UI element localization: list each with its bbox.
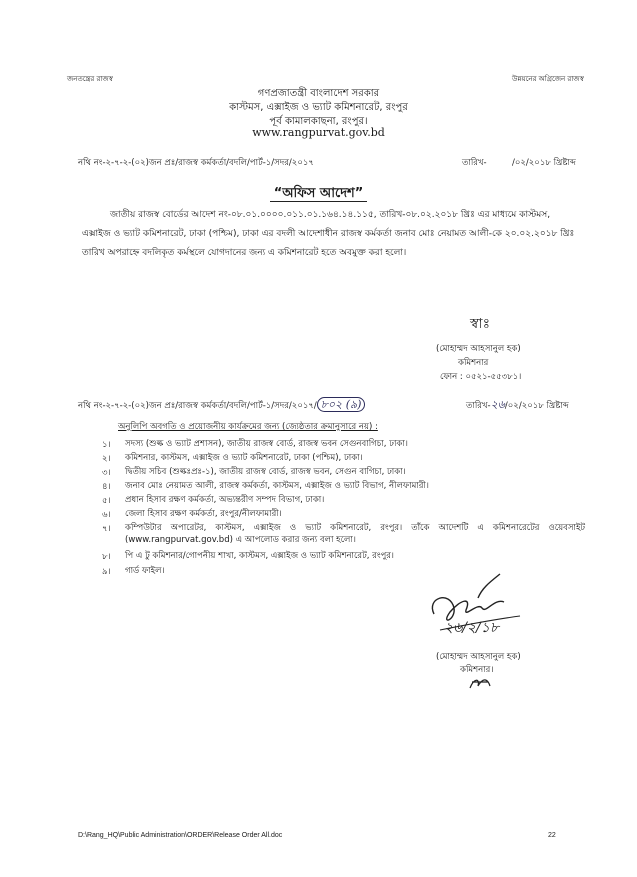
order-body	[82, 206, 582, 263]
list-item: কম্পিউটার অপারেটর, কাস্টমস, এক্সাইজ ও ভ্যাট কমিশনারেট, রংপুর। তাঁকে আদেশটি এ কমিশনারেটের ওয়েবসাইট (www.rangpurvat.gov.bd) এ আপলোড করার জন্য বলা হলো।	[125, 523, 585, 545]
list-item: দ্বিতীয় সচিব (শুল্কঃপ্রঃ-১), জাতীয় রাজস্ব বোর্ড, রাজস্ব ভবন, সেগুন বাগিচা, ঢাকা।	[125, 467, 406, 477]
list-item: প্রধান হিসাব রক্ষণ কর্মকর্তা, অভ্যন্তরীণ সম্পদ বিভাগ, ঢাকা।	[125, 495, 325, 505]
order-body-line: এক্সাইজ ও ভ্যাট কমিশনারেট, ঢাকা (পশ্চিম), ঢাকা এর বদলী আদেশাধীন রাজস্ব কর্মকর্তা জনাব মোঃ নেয়ামত আলী-কে ২০.০২.২০১৮ খ্রিঃ	[82, 229, 575, 239]
page-title-text: “অফিস আদেশ”	[270, 186, 368, 202]
initial-mark-icon	[466, 674, 494, 692]
signatory2-designation: কমিশনার।	[460, 665, 494, 675]
list-item-number: ৮।	[102, 552, 111, 562]
list-item-number: ২।	[102, 454, 111, 464]
memo2-date	[466, 396, 569, 415]
list-item: জেলা হিসাব রক্ষণ কর্মকর্তা, রংপুর/নীলফামারী।	[125, 509, 282, 519]
page-title	[0, 184, 637, 205]
signature-date: ২৬/২/১৮	[444, 620, 499, 636]
signature-initial: স্বাঃ	[470, 316, 491, 332]
signatory-name: (মোহাম্মদ আহসানুল হক)	[436, 344, 521, 354]
top-right-slogan: উন্নয়নের অগ্রিজেন রাজস্ব	[512, 75, 584, 83]
footer-file-path: D:\Rang_HQ\Public Administration\ORDER\Release Order All.doc	[78, 832, 283, 839]
header-office: কাস্টমস, এক্সাইজ ও ভ্যাট কমিশনারেট, রংপুর	[229, 102, 408, 113]
signatory-designation: কমিশনার	[458, 358, 489, 368]
header-government: গণপ্রজাতন্ত্রী বাংলাদেশ সরকার	[257, 88, 380, 99]
memo-date-label: তারিখ-	[462, 158, 487, 168]
list-item-number: ৬।	[102, 510, 111, 520]
list-item: পি এ টু কমিশনার/গোপনীয় শাখা, কাস্টমস, এক্সাইজ ও ভ্যাট কমিশনারেট, রংপুর।	[125, 551, 394, 561]
list-item: কমিশনার, কাস্টমস, এক্সাইজ ও ভ্যাট কমিশনারেট, ঢাকা (পশ্চিম), ঢাকা।	[125, 453, 363, 463]
order-body-line: তারিখ অপরাহ্নে বদলিকৃত কর্মস্থলে যোগদানের জন্য এ কমিশনারেট হতে অবমুক্ত করা হলো।	[82, 248, 407, 258]
signatory-phone: ফোন : ০৫২১-৫৫৩৮১।	[440, 372, 522, 382]
memo-date: /০২/২০১৮ খ্রিষ্টাব্দ	[512, 158, 576, 168]
memo-number: নথি নং-২-৭-২-(০২)জন প্রঃ/রাজস্ব কর্মকর্তা/বদলি/পার্ট-১/সদর/২০১৭	[78, 158, 314, 168]
list-item: জনাব মোঃ নেয়ামত আলী, রাজস্ব কর্মকর্তা, কাস্টমস, এক্সাইজ ও ভ্যাট বিভাগ, নীলফামারী।	[125, 481, 429, 491]
memo2-handwritten-day: ২৬	[490, 398, 505, 411]
list-item-number: ৫।	[102, 496, 111, 506]
header-address: পূর্ব কামালকাছনা, রংপুর।	[269, 116, 368, 127]
memo2-date-label: তারিখ-	[466, 401, 491, 411]
list-item-number: ৩।	[102, 468, 111, 478]
order-body-line: জাতীয় রাজস্ব বোর্ডের আদেশ নং-০৮.০১.০০০০.০১১.০১.১৬৪.১৪.১১৫, তারিখ-০৮.০২.২০১৮ খ্রিঃ এর মাধ্যমে কাস্টমস,	[110, 210, 551, 220]
list-item-number: ৪।	[102, 482, 111, 492]
list-item: গার্ড ফাইল।	[125, 566, 165, 576]
page-number: 22	[548, 832, 556, 839]
list-item-number: ১।	[102, 440, 111, 450]
memo2-number-text: নথি নং-২-৭-২-(০২)জন প্রঃ/রাজস্ব কর্মকর্তা/বদলি/পার্ট-১/সদর/২০১৭/	[78, 401, 317, 411]
signatory2-name: (মোহাম্মদ আহসানুল হক)	[436, 652, 521, 662]
memo2-number	[78, 396, 365, 415]
memo2-date-rest: /০২/২০১৮ খ্রিষ্টাব্দ	[504, 401, 569, 411]
list-item: সদস্য (শুল্ক ও ভ্যাট প্রশাসন), জাতীয় রাজস্ব বোর্ড, রাজস্ব ভবন সেগুনবাগিচা, ঢাকা।	[125, 439, 408, 449]
list-item-number: ৯।	[102, 567, 111, 577]
header-website: www.rangpurvat.gov.bd	[252, 126, 385, 139]
list-item-number: ৭।	[102, 524, 111, 534]
memo2-handwritten-number: ৮০২ (৯)	[317, 397, 366, 412]
top-left-slogan: জনতন্ত্রের রাজস্ব	[67, 75, 113, 83]
copy-heading: অনুলিপি অবগতি ও প্রয়োজনীয় কার্যক্রমের জন্য (জ্যেষ্ঠতার ক্রমানুসারে নয়) :	[118, 422, 378, 432]
